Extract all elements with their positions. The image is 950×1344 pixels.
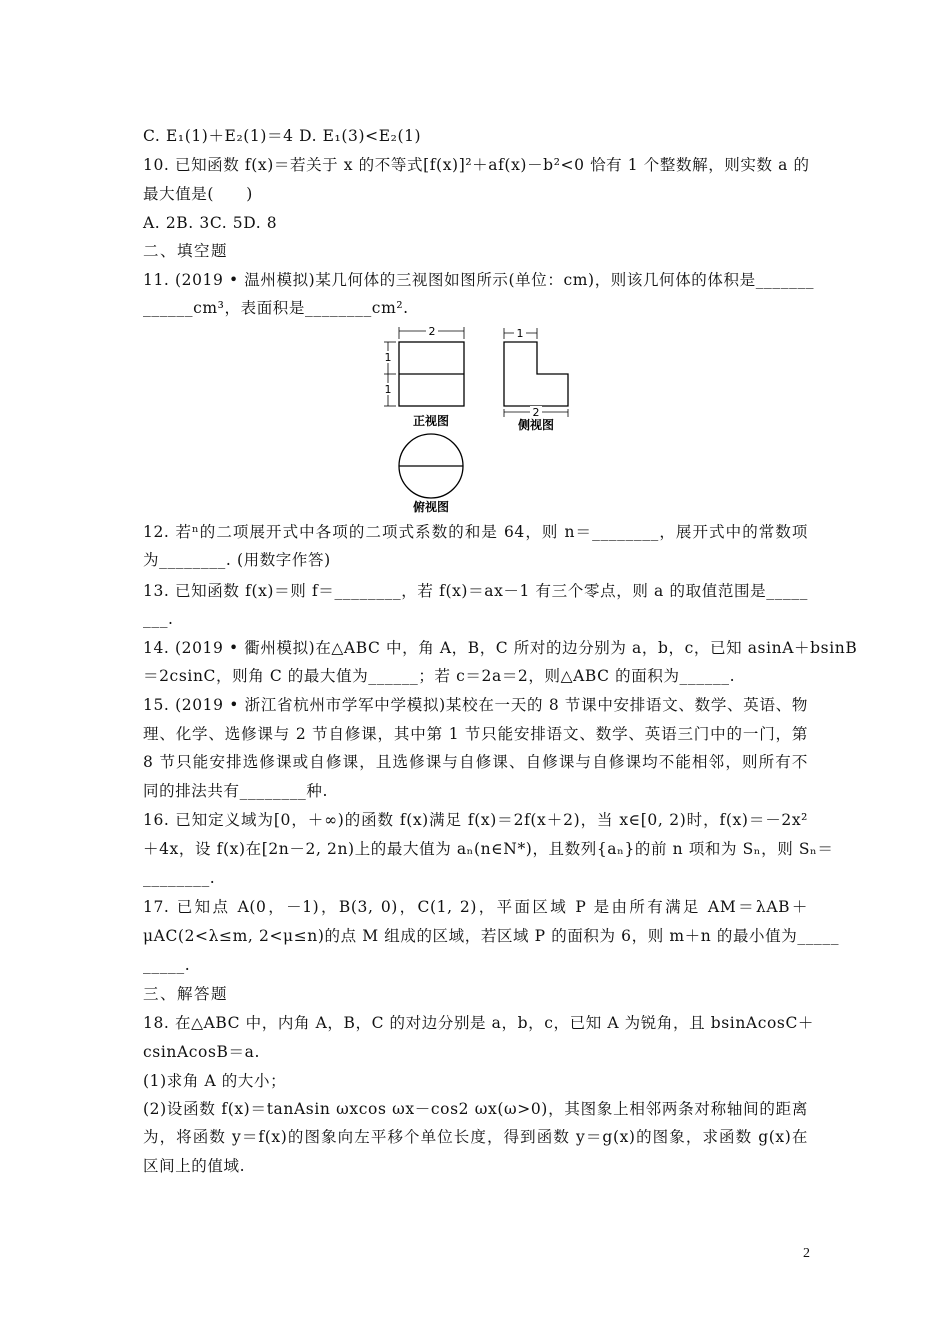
- front-view-label: 正视图: [412, 414, 450, 428]
- page-number: 2: [803, 1246, 810, 1261]
- q9-options-cd: C. E₁(1)＋E₂(1)＝4 D. E₁(3)<E₂(1): [143, 127, 422, 145]
- q10-line1: 10. 已知函数 f(x)＝若关于 x 的不等式[f(x)]²＋af(x)－b²<0 恰有 1 个整数解，则实数 a 的: [143, 156, 810, 174]
- q11-line1: 11. (2019 • 温州模拟)某几何体的三视图如图所示(单位：cm)，则该几何体的体积是_______: [143, 271, 815, 289]
- q12-line2: 为________. (用数字作答): [143, 551, 331, 569]
- q18-part2-line1: (2)设函数 f(x)＝tanAsin ωxcos ωx－cos2 ωx(ω>0)，其图象上相邻两条对称轴间的距离: [143, 1100, 808, 1118]
- q15-line1: 15. (2019 • 浙江省杭州市学军中学模拟)某校在一天的 8 节课中安排语文、数学、英语、物: [143, 696, 808, 714]
- q18-line2: csinAcosB＝a.: [143, 1043, 260, 1061]
- q16-line3: ________.: [143, 869, 216, 887]
- q14-line1: 14. (2019 • 衢州模拟)在△ABC 中，角 A，B，C 所对的边分别为 a，b，c，已知 asinA＋bsinB: [143, 639, 858, 657]
- q13-line1: 13. 已知函数 f(x)＝则 f＝________，若 f(x)＝ax－1 有三个零点，则 a 的取值范围是_____: [143, 582, 808, 600]
- section-3-heading: 三、解答题: [143, 985, 229, 1003]
- q18-part2-line2: 为，将函数 y＝f(x)的图象向左平移个单位长度，得到函数 y＝g(x)的图象，求函数 g(x)在: [143, 1128, 808, 1146]
- q10-line2: 最大值是( ): [143, 185, 253, 203]
- q10-options: A. 2B. 3C. 5D. 8: [143, 214, 278, 232]
- q16-line2: ＋4x，设 f(x)在[2n－2, 2n)上的最大值为 aₙ(n∈N*)，且数列{aₙ}的前 n 项和为 Sₙ，则 Sₙ＝: [143, 840, 834, 858]
- dim-front-height-bottom: 1: [384, 383, 392, 396]
- q17-line1: 17. 已知点 A(0，－1)，B(3, 0)，C(1, 2)，平面区域 P 是由所有满足 AM＝λAB＋: [143, 898, 808, 916]
- q17-line2: μAC(2<λ≤m, 2<μ≤n)的点 M 组成的区域，若区域 P 的面积为 6，则 m＋n 的最小值为_____: [143, 927, 840, 945]
- q15-line2: 理、化学、选修课与 2 节自修课，其中第 1 节只能安排语文、数学、英语三门中的一门，第: [143, 725, 808, 743]
- side-view-shape: [504, 342, 568, 406]
- q13-line2: ___.: [143, 610, 174, 628]
- q17-line3: _____.: [143, 956, 191, 974]
- q11-line2: ______cm³，表面积是________cm².: [143, 299, 409, 317]
- q15-line3: 8 节只能安排选修课或自修课，且选修课与自修课、自修课与自修课均不能相邻，则所有不: [143, 753, 808, 771]
- top-view-label: 俯视图: [412, 500, 450, 514]
- q18-part1: (1)求角 A 的大小；: [143, 1072, 287, 1090]
- q15-line4: 同的排法共有________种.: [143, 782, 329, 800]
- q12-line1: 12. 若ⁿ的二项展开式中各项的二项式系数的和是 64，则 n＝________，展开式中的常数项: [143, 523, 808, 541]
- dim-side-width: 2: [532, 406, 540, 419]
- dim-side-top: 1: [516, 327, 524, 340]
- three-view-figure: [374, 325, 594, 515]
- dim-front-width: 2: [428, 325, 436, 338]
- q18-part2-line3: 区间上的值域.: [143, 1157, 246, 1175]
- side-view-label: 侧视图: [517, 418, 555, 432]
- q16-line1: 16. 已知定义域为[0，＋∞)的函数 f(x)满足 f(x)＝2f(x＋2)，当 x∈[0, 2)时，f(x)＝－2x²: [143, 811, 808, 829]
- q18-line1: 18. 在△ABC 中，内角 A，B，C 的对边分别是 a，b，c，已知 A 为锐角，且 bsinAcosC＋: [143, 1014, 815, 1032]
- dim-front-height-top: 1: [384, 351, 392, 364]
- q14-line2: ＝2csinC，则角 C 的最大值为______；若 c＝2a＝2，则△ABC 的面积为______.: [143, 667, 736, 685]
- section-2-heading: 二、填空题: [143, 242, 229, 260]
